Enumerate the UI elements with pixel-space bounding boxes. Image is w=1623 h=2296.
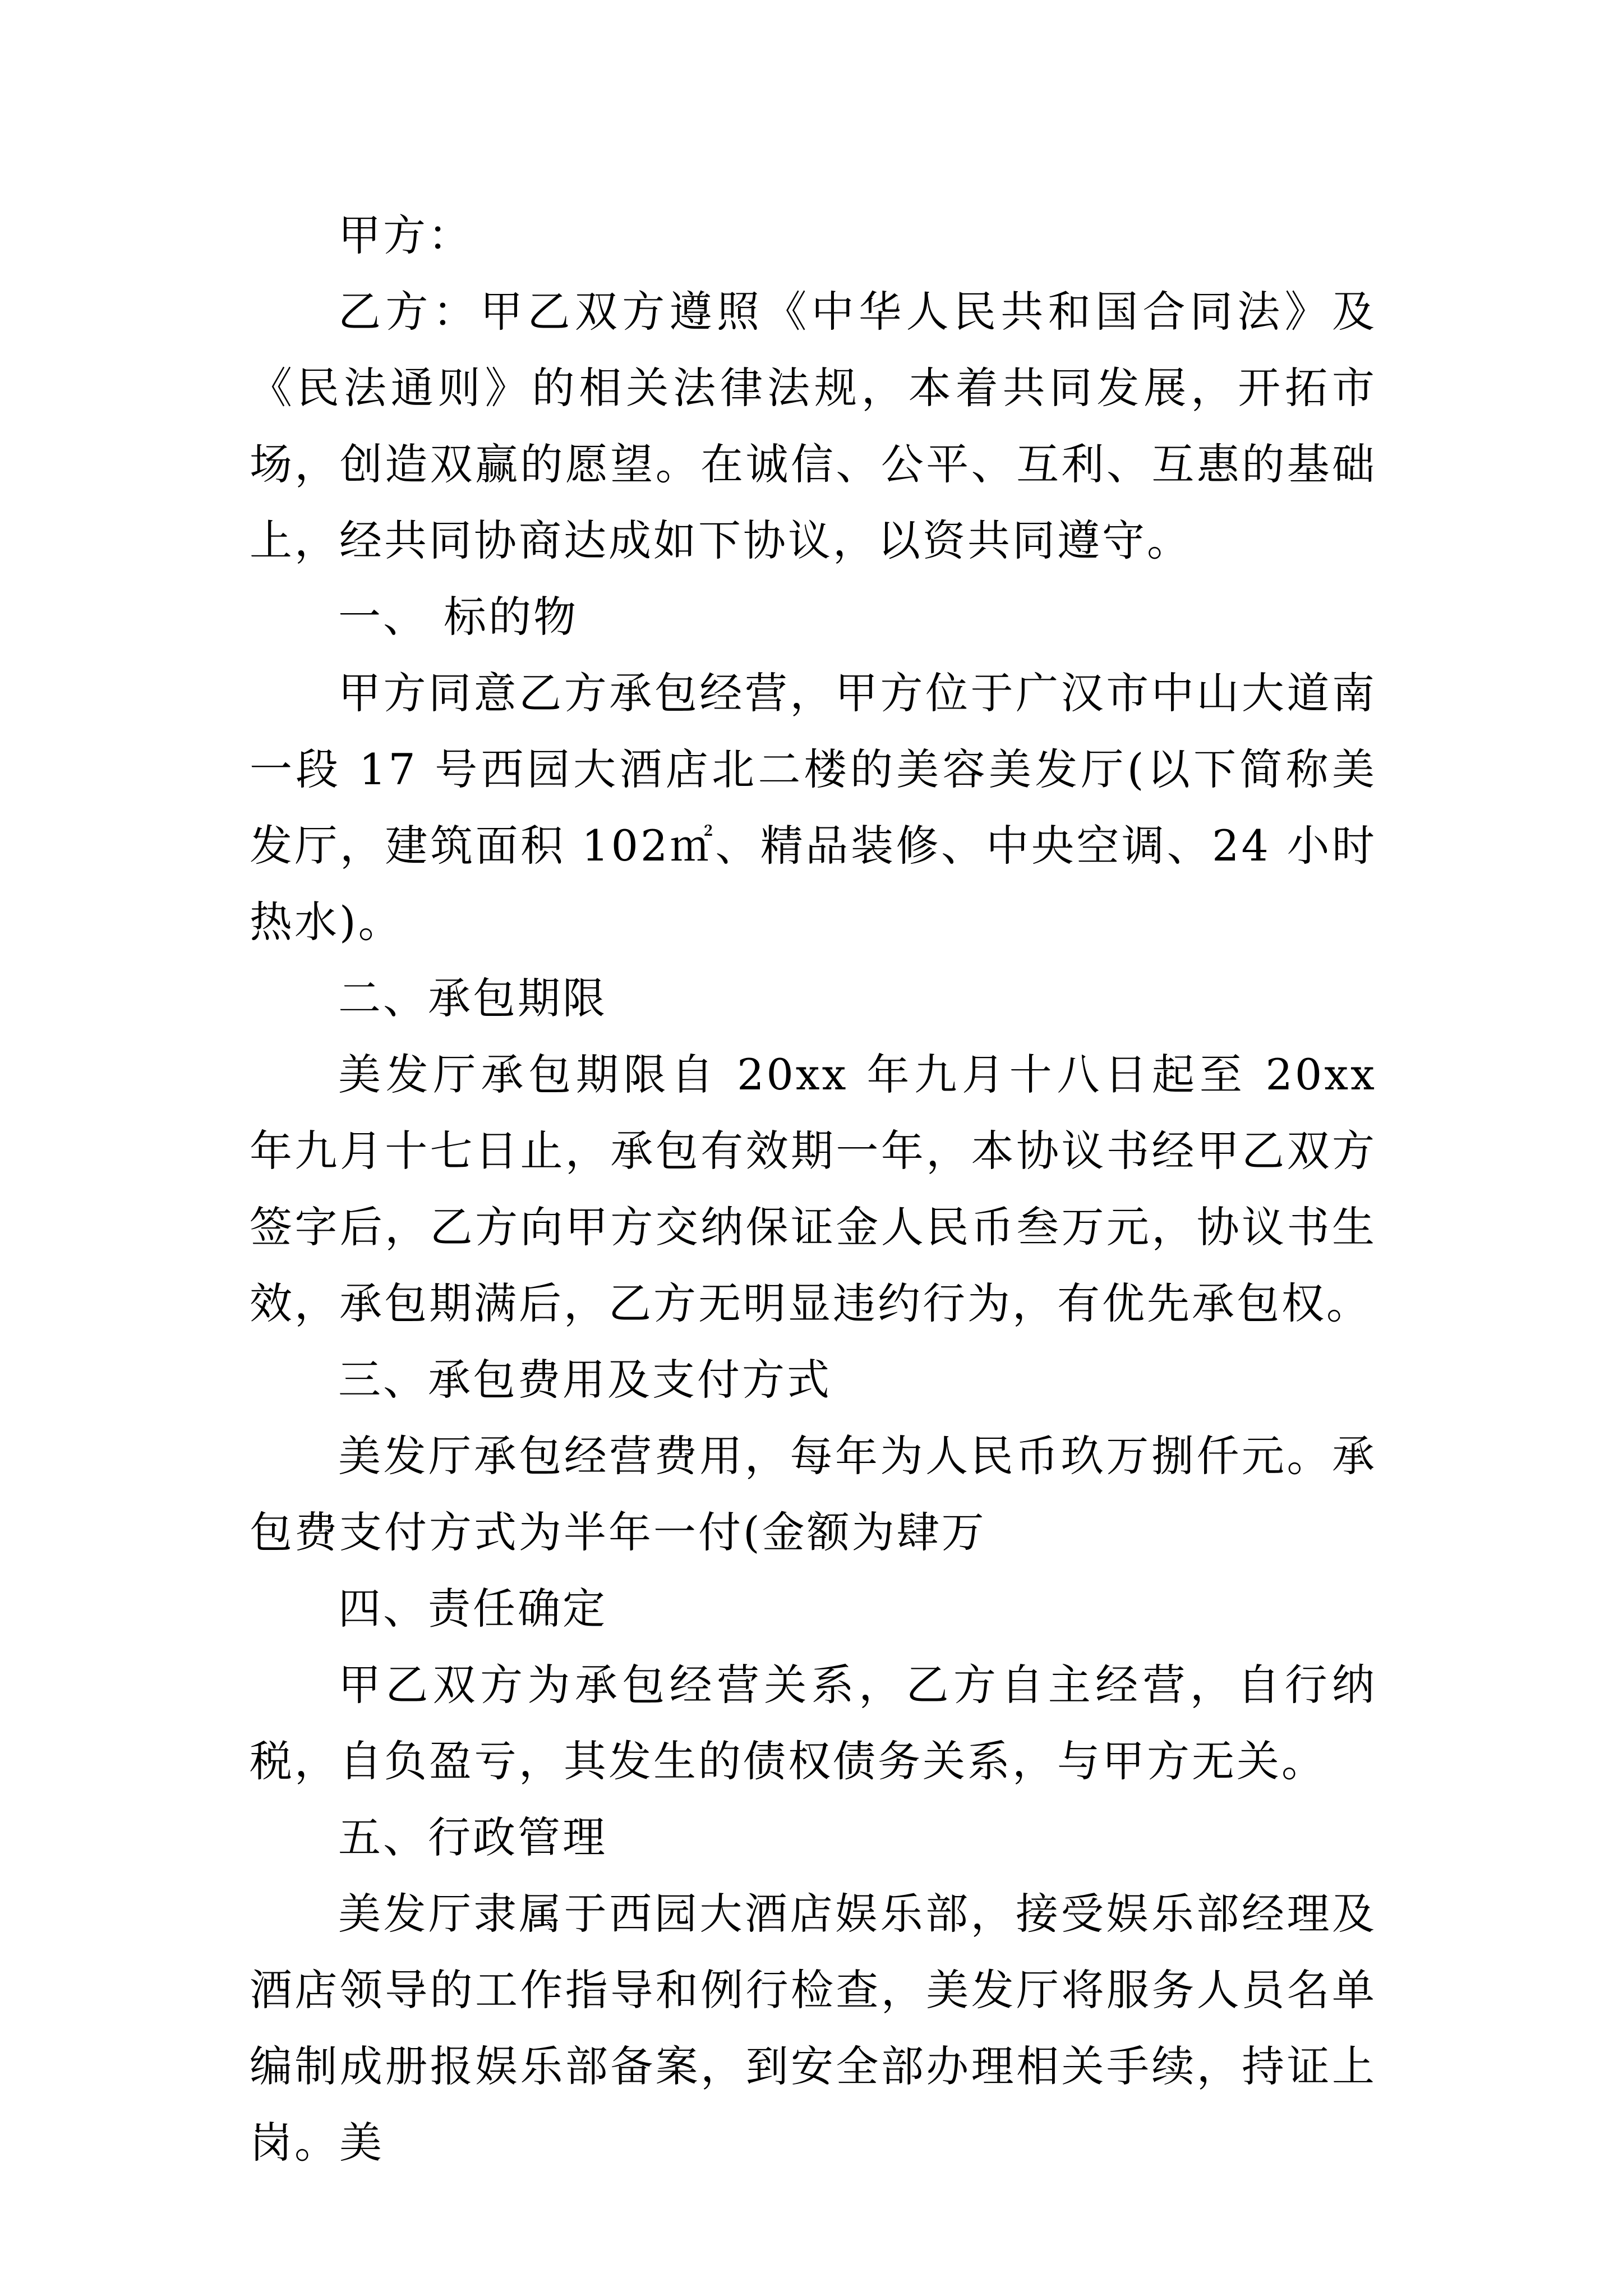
document-body	[250, 197, 1393, 2181]
section-body-responsibility: 甲乙双方为承包经营关系，乙方自主经营，自行纳税，自负盈亏，其发生的债权债务关系，与甲方无关。	[250, 1660, 1377, 1786]
section-body-fees: 美发厅承包经营费用，每年为人民币玖万捌仟元。承包费支付方式为半年一付(金额为肆万	[250, 1431, 1377, 1557]
section-body-term: 美发厅承包期限自 20xx 年九月十八日起至 20xx 年九月十七日止，承包有效期一年，本协议书经甲乙双方签字后，乙方向甲方交纳保证金人民币叁万元，协议书生效，承包期满后，乙方无明显违约行为，有优先承包权。	[250, 1050, 1393, 1328]
section-heading-term: 二、承包期限	[338, 973, 607, 1023]
party-a-line: 甲方：	[338, 210, 473, 260]
section-heading-subject: 一、 标的物	[338, 592, 579, 642]
section-body-administration: 美发厅隶属于西园大酒店娱乐部，接受娱乐部经理及酒店领导的工作指导和例行检查，美发厅将服务人员名单编制成册报娱乐部备案，到安全部办理相关手续，持证上岗。美	[250, 1889, 1377, 2168]
section-heading-fees: 三、承包费用及支付方式	[338, 1355, 832, 1405]
section-body-subject: 甲方同意乙方承包经营，甲方位于广汉市中山大道南一段 17 号西园大酒店北二楼的美容美发厅(以下简称美发厅，建筑面积 102㎡、精品装修、中央空调、24 小时热水)。	[250, 668, 1377, 947]
party-b-intro-paragraph: 乙方：甲乙双方遵照《中华人民共和国合同法》及《民法通则》的相关法律法规，本着共同发展，开拓市场，创造双赢的愿望。在诚信、公平、互利、互惠的基础上，经共同协商达成如下协议，以资共同遵守。	[250, 287, 1377, 565]
section-heading-responsibility: 四、责任确定	[338, 1584, 607, 1634]
section-heading-administration: 五、行政管理	[338, 1812, 607, 1862]
